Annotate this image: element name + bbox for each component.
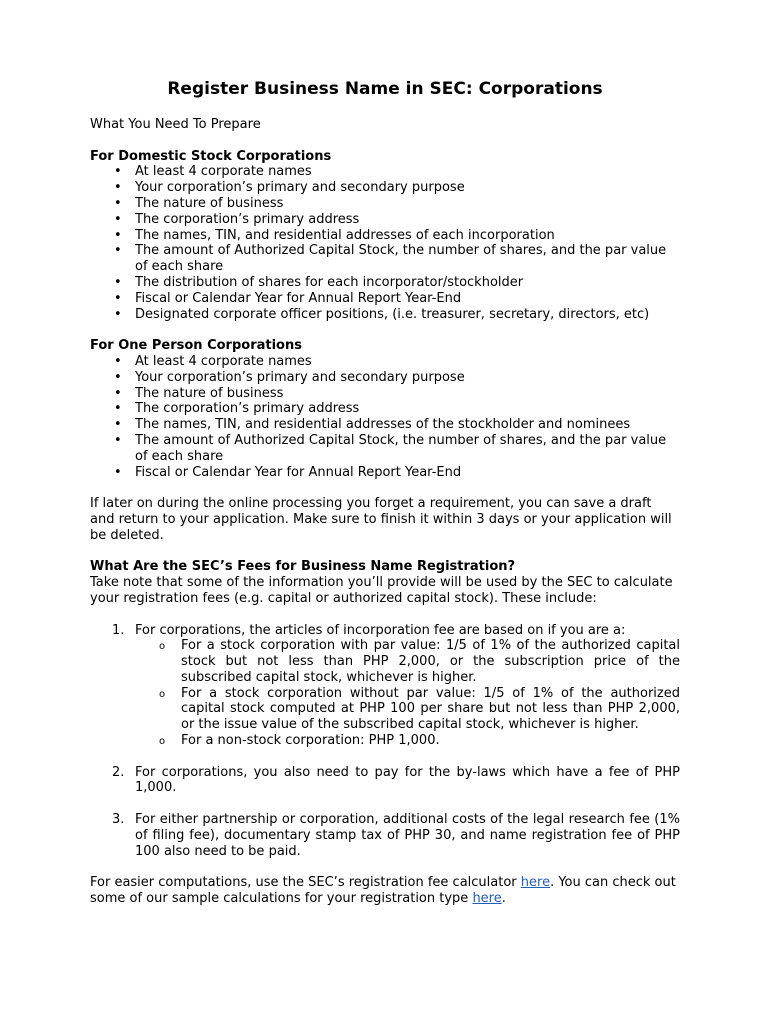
- fee-sub-item: o For a non-stock corporation: PHP 1,000.: [181, 733, 680, 749]
- closing-text-part2: . You can check out some of our sample calculations for your registration type: [90, 875, 676, 907]
- spacer: [90, 607, 680, 623]
- fee-item-number: 2.: [112, 764, 125, 780]
- list-item: • Your corporation’s primary and secondary purpose: [135, 370, 680, 386]
- list-item: • The names, TIN, and residential addresses of each incorporation: [135, 228, 680, 244]
- list-item: • Designated corporate officer positions, (i.e. treasurer, secretary, directors, etc): [135, 307, 680, 323]
- fee-sub-item: o For a stock corporation with par value: 1/5 of 1% of the authorized capital stock but not less than PHP 2,000, or the subscription price of the subscribed capital stock, whichever is higher.: [181, 638, 680, 685]
- list-item: • The amount of Authorized Capital Stock, the number of shares, and the par value of each share: [135, 433, 680, 465]
- spacer: [90, 133, 680, 149]
- fees-heading: What Are the SEC’s Fees for Business Name Registration?: [90, 559, 516, 575]
- list-item: • At least 4 corporate names: [135, 164, 680, 180]
- spacer: [90, 859, 680, 875]
- list-item: • Your corporation’s primary and secondary purpose: [135, 180, 680, 196]
- fee-item: [112, 764, 680, 797]
- spacer: [90, 544, 680, 560]
- fee-item-text: For corporations, the articles of incorporation fee are based on if you are a:: [135, 622, 626, 638]
- fee-item-text: For either partnership or corporation, additional costs of the legal research fee (1% of filing fee), documentary stamp tax of PHP 30, and name registration fee of PHP 100 also need to be paid.: [135, 812, 680, 859]
- fee-item-number: 1.: [112, 622, 125, 638]
- domestic-requirements-list: [90, 164, 680, 322]
- list-item: • At least 4 corporate names: [135, 354, 680, 370]
- fee-item-number: 3.: [112, 812, 125, 828]
- document-page: [90, 79, 680, 907]
- prepare-heading: What You Need To Prepare: [90, 117, 261, 132]
- list-item: • The distribution of shares for each incorporator/stockholder: [135, 275, 680, 291]
- list-item: • The names, TIN, and residential addresses of the stockholder and nominees: [135, 417, 680, 433]
- domestic-heading: For Domestic Stock Corporations: [90, 148, 332, 164]
- list-item: • The corporation’s primary address: [135, 212, 680, 228]
- fee-item: [112, 812, 680, 859]
- fees-list: [90, 623, 680, 860]
- draft-note: If later on during the online processing you forget a requirement, you can save a draft and return to your application. Make sure to finish it within 3 days or your application will be deleted.: [90, 496, 672, 543]
- fee-sub-list: [135, 638, 680, 749]
- fee-calculator-link[interactable]: here: [520, 875, 551, 891]
- list-item: • The nature of business: [135, 196, 680, 212]
- closing-paragraph: [90, 875, 680, 907]
- document-title: Register Business Name in SEC: Corporations: [167, 79, 603, 99]
- fee-item-text: For corporations, you also need to pay for the by-laws which have a fee of PHP 1,000.: [135, 764, 680, 796]
- spacer: [90, 480, 680, 496]
- list-item: • The amount of Authorized Capital Stock, the number of shares, and the par value of each share: [135, 243, 680, 275]
- sample-calculations-link[interactable]: here: [472, 891, 502, 907]
- list-item: • The nature of business: [135, 386, 680, 402]
- opc-heading: For One Person Corporations: [90, 338, 302, 354]
- closing-text-part1: For easier computations, use the SEC’s registration fee calculator: [90, 875, 521, 891]
- list-item: • Fiscal or Calendar Year for Annual Report Year-End: [135, 465, 680, 481]
- closing-text-part3: .: [501, 891, 506, 907]
- fee-sub-item: o For a stock corporation without par value: 1/5 of 1% of the authorized capital stock computed at PHP 100 per share but not less than PHP 2,000, or the issue value of the subscribed capital stock, whichever is higher.: [181, 686, 680, 733]
- list-item: • Fiscal or Calendar Year for Annual Report Year-End: [135, 291, 680, 307]
- spacer: [90, 322, 680, 338]
- list-item: • The corporation’s primary address: [135, 401, 680, 417]
- fee-item: [112, 622, 680, 749]
- fees-intro: Take note that some of the information you’ll provide will be used by the SEC to calculate your registration fees (e.g. capital or authorized capital stock). These include:: [90, 575, 673, 606]
- opc-requirements-list: [90, 354, 680, 480]
